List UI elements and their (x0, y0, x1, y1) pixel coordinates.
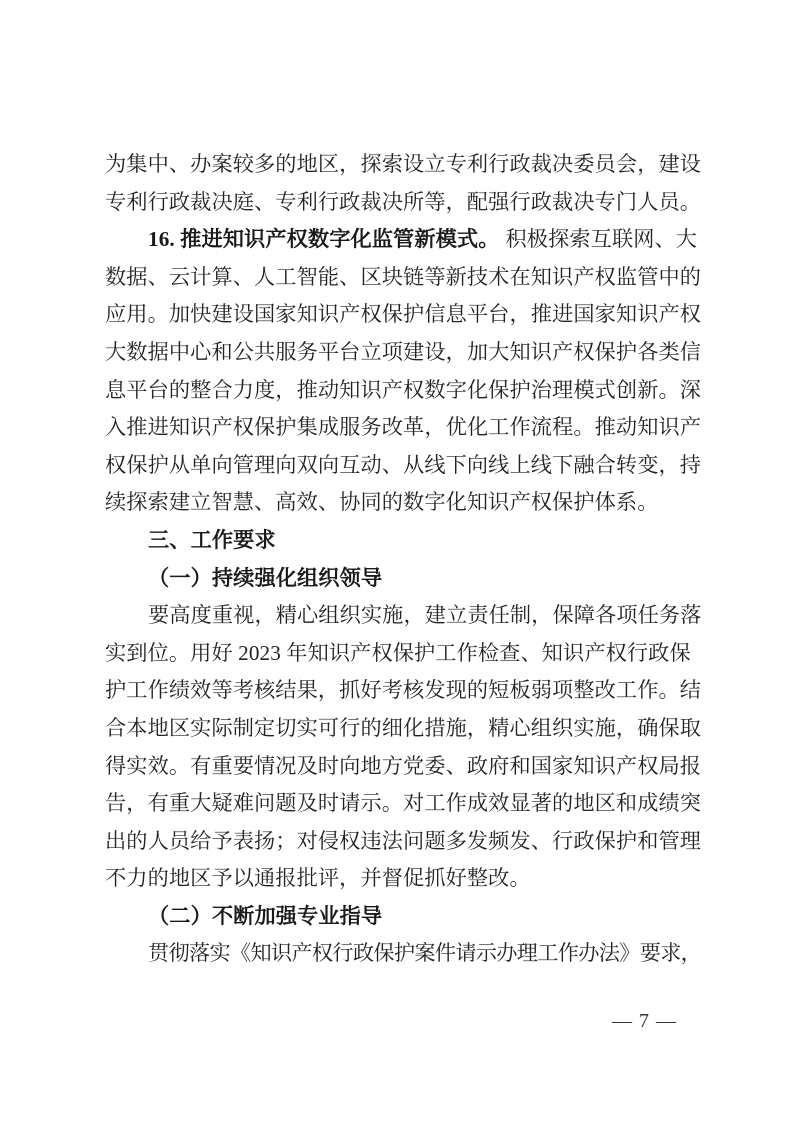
subsection-heading-text: （一）持续强化组织领导 (148, 565, 383, 590)
text-line (105, 146, 702, 184)
text-line (105, 785, 702, 823)
text-line-content: 合本地区实际制定切实可行的细化措施，精心组织实施，确保取 (105, 715, 702, 740)
numbered-item-16-line (105, 221, 698, 259)
subsection-heading-text: （二）不断加强专业指导 (148, 903, 383, 928)
text-line-content: 续探索建立智慧、高效、协同的数字化知识产权保护体系。 (105, 490, 659, 515)
text-line-content: 为集中、办案较多的地区，探索设立专利行政裁决委员会，建设 (105, 152, 702, 176)
text-line (105, 484, 698, 522)
section-heading-text: 三、工作要求 (148, 527, 276, 552)
text-line (105, 296, 702, 334)
text-line-content: 专利行政裁决庭、专利行政裁决所等，配强行政裁决专门人员。 (105, 189, 702, 214)
text-line-content: 护工作绩效等考核结果，抓好考核发现的短板弱项整改工作。结 (105, 678, 702, 703)
section-heading-3 (105, 522, 698, 560)
text-line-content: 不力的地区予以通报批评，并督促抓好整改。 (105, 866, 531, 891)
text-line-content: 告，有重大疑难问题及时请示。对工作成效显著的地区和成绩突 (105, 791, 702, 816)
text-line (105, 635, 698, 673)
text-line-content: 实到位。用好 2023 年知识产权保护工作检查、知识产权行政保 (105, 640, 691, 665)
text-line (105, 409, 702, 447)
text-line (105, 372, 702, 410)
text-line (105, 748, 702, 786)
text-line-content: 应用。加快建设国家知识产权保护信息平台，推进国家知识产权 (105, 302, 702, 327)
text-line (105, 259, 702, 297)
text-line (105, 184, 702, 222)
text-line (105, 710, 702, 748)
subsection-heading-2 (105, 898, 698, 936)
numbered-item-16-title: 16. 推进知识产权数字化监管新模式。 (148, 227, 500, 252)
document-body (105, 146, 702, 973)
text-line-content: 贯彻落实《知识产权行政保护案件请示办理工作办法》要求， (148, 941, 702, 966)
text-line-content: 大数据中心和公共服务平台立项建设，加大知识产权保护各类信 (105, 339, 702, 364)
text-line-content: 息平台的整合力度，推动知识产权数字化保护治理模式创新。深 (105, 377, 702, 402)
text-line (105, 597, 702, 635)
subsection-heading-1 (105, 560, 698, 598)
text-line (105, 823, 702, 861)
text-line (105, 447, 702, 485)
text-line (105, 334, 702, 372)
text-line-content: 积极探索互联网、大 (505, 227, 698, 252)
text-line (105, 935, 702, 973)
text-line-content: 得实效。有重要情况及时向地方党委、政府和国家知识产权局报 (105, 753, 702, 778)
page-number: — 7 — (612, 1010, 677, 1032)
text-line-content: 要高度重视，精心组织实施，建立责任制，保障各项任务落 (148, 603, 702, 628)
text-line-content: 数据、云计算、人工智能、区块链等新技术在知识产权监管中的 (105, 264, 702, 289)
text-line-content: 权保护从单向管理向双向互动、从线下向线上线下融合转变，持 (105, 452, 702, 477)
text-line (105, 672, 702, 710)
text-line-content: 出的人员给予表扬；对侵权违法问题多发频发、行政保护和管理 (105, 828, 702, 853)
text-line-content: 入推进知识产权保护集成服务改革，优化工作流程。推动知识产 (105, 415, 702, 440)
text-line (105, 860, 698, 898)
